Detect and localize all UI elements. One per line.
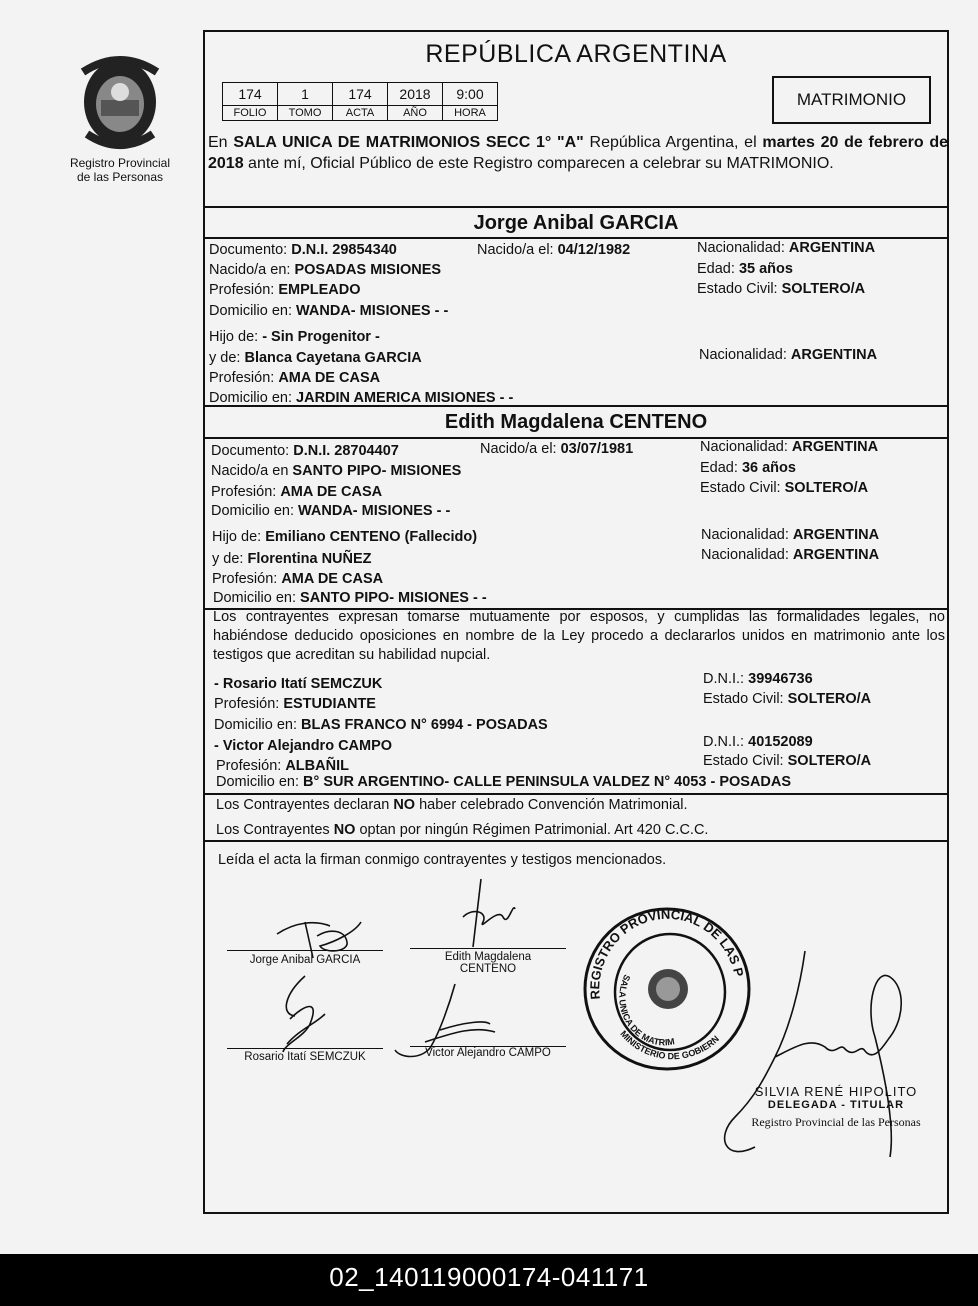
- divider: [205, 237, 947, 239]
- field-label: Documento:: [209, 242, 288, 258]
- field-value: ARGENTINA: [791, 439, 879, 455]
- spouse1-birthplace: [209, 262, 441, 279]
- registry-fields-table: [222, 82, 498, 121]
- spouse2-profession: [211, 484, 382, 501]
- witness1-civil-status: [703, 691, 871, 708]
- spouse1-birthdate: [477, 242, 630, 259]
- text: NO: [393, 797, 416, 813]
- field-value: AMA DE CASA: [281, 571, 384, 587]
- field-label: Documento:: [211, 443, 290, 459]
- witness2-civil-status: [703, 753, 871, 770]
- field-value: ARGENTINA: [788, 240, 876, 256]
- witness2-profession: [216, 758, 349, 775]
- spouse2-birthplace: [211, 463, 461, 480]
- label-line: Edith Magdalena: [444, 951, 532, 963]
- field-label: Nacionalidad:: [697, 240, 785, 256]
- field-value: Florentina NUÑEZ: [247, 551, 372, 567]
- divider: [205, 840, 947, 842]
- spouse2-document: [211, 443, 399, 460]
- field-label: y de:: [212, 551, 244, 567]
- field-value: POSADAS MISIONES: [294, 262, 442, 278]
- intro-text-3: ante mí, Oficial Público de este Registro comparecen a celebrar su MATRIMONIO.: [243, 155, 834, 172]
- field-label: Nacionalidad:: [701, 547, 789, 563]
- field-value: D.N.I. 28704407: [293, 443, 399, 459]
- field-label: Estado Civil:: [700, 480, 781, 496]
- divider: [205, 206, 947, 208]
- logo-caption-line2: de las Personas: [76, 170, 164, 184]
- field-label: Nacido/a en: [211, 463, 289, 479]
- field-label: Domicilio en:: [209, 303, 292, 319]
- witness1-signature-label: Rosario Itatí SEMCZUK: [244, 1051, 366, 1063]
- field-value: - Rosario Itatí SEMCZUK: [214, 676, 383, 692]
- witness1-dni: [703, 671, 813, 688]
- field-label: Nacido/a el:: [477, 242, 554, 258]
- text: optan por ningún Régimen Patrimonial. Art 420 C.C.C.: [355, 822, 709, 838]
- field-label: D.N.I.:: [703, 734, 745, 750]
- field-label: y de:: [209, 350, 241, 366]
- field-value: 36 años: [741, 460, 796, 476]
- field-label: Nacido/a el:: [480, 441, 557, 457]
- field-value: EMPLEADO: [278, 282, 361, 298]
- spouse2-address: [211, 503, 450, 520]
- field-label: Estado Civil:: [697, 281, 778, 297]
- spouse2-parent1: [212, 529, 477, 546]
- spouse2-parents-profession: [212, 571, 383, 588]
- document-title: REPÚBLICA ARGENTINA: [425, 40, 727, 68]
- field-label: Edad:: [700, 460, 738, 476]
- spouse2-age: [700, 460, 796, 477]
- field-value: WANDA- MISIONES - -: [296, 303, 449, 319]
- convention-line-1: [216, 797, 688, 814]
- field-value: ARGENTINA: [790, 347, 878, 363]
- spouse2-civil-status: [700, 480, 868, 497]
- witness2-dni: [703, 734, 813, 751]
- logo-caption-line1: Registro Provincial: [69, 156, 171, 170]
- anio-label: AÑO: [388, 106, 443, 121]
- spouse1-nationality: [697, 240, 875, 257]
- field-value: 03/07/1981: [560, 441, 634, 457]
- witness1-address: [214, 717, 548, 734]
- spouse1-document: [209, 242, 397, 259]
- witness2-address: [216, 774, 791, 791]
- field-value: SOLTERO/A: [781, 281, 866, 297]
- label-line: CENTENO: [459, 963, 517, 975]
- tomo-value: 1: [278, 83, 333, 106]
- field-value: ALBAÑIL: [285, 758, 349, 774]
- divider: [205, 405, 947, 407]
- intro-date: martes 20 de febrero de 2018: [208, 134, 949, 172]
- field-value: SANTO PIPO- MISIONES: [292, 463, 462, 479]
- witness1-profession: [214, 696, 376, 713]
- field-label: Estado Civil:: [703, 691, 784, 707]
- spouse2-parent2: [212, 551, 372, 568]
- field-value: 35 años: [738, 261, 793, 277]
- text: Los Contrayentes: [216, 822, 334, 838]
- field-value: - Sin Progenitor -: [262, 329, 380, 345]
- field-label: Profesión:: [212, 571, 278, 587]
- field-label: Nacionalidad:: [699, 347, 787, 363]
- anio-value: 2018: [388, 83, 443, 106]
- field-value: SOLTERO/A: [787, 753, 872, 769]
- field-label: Nacionalidad:: [700, 439, 788, 455]
- spouse2-parents-address: [213, 590, 487, 607]
- field-value: - Victor Alejandro CAMPO: [214, 738, 393, 754]
- field-value: D.N.I. 29854340: [291, 242, 397, 258]
- province-logo: [60, 52, 180, 184]
- intro-text-1: En: [208, 134, 234, 151]
- field-label: Nacionalidad:: [701, 527, 789, 543]
- logo-caption: [60, 156, 180, 184]
- declaration-paragraph: Los contrayentes expresan tomarse mutuamente por esposos, y cumplidas las formalidades legales, no habiéndose deducido oposiciones en nombre de la Ley procedo a declararlos unidos en matrimonio ante los testigos que acreditan su habilidad nupcial.: [213, 609, 945, 663]
- folio-label: FOLIO: [223, 106, 278, 121]
- spouse1-parent1: [209, 329, 380, 346]
- field-value: WANDA- MISIONES - -: [298, 503, 451, 519]
- spouse1-age: [697, 261, 793, 278]
- field-value: ARGENTINA: [792, 527, 880, 543]
- field-label: Profesión:: [216, 758, 282, 774]
- field-label: Profesión:: [209, 282, 275, 298]
- field-value: AMA DE CASA: [280, 484, 383, 500]
- field-value: SOLTERO/A: [787, 691, 872, 707]
- spouse2-nationality: [700, 439, 878, 456]
- closing-text: Leída el acta la firman conmigo contrayentes y testigos mencionados.: [218, 852, 667, 868]
- field-label: Domicilio en:: [214, 717, 297, 733]
- field-label: Domicilio en:: [209, 390, 292, 406]
- document-type-box: MATRIMONIO: [772, 76, 931, 124]
- field-label: Domicilio en:: [216, 774, 299, 790]
- text: NO: [333, 822, 356, 838]
- seal-bottom-text: MINISTERIO DE GOBIERN: [618, 1028, 721, 1062]
- field-label: Domicilio en:: [211, 503, 294, 519]
- seal-outer-text: REGISTRO PROVINCIAL DE LAS P: [587, 906, 747, 1001]
- field-value: B° SUR ARGENTINO- CALLE PENINSULA VALDEZ N° 4053 - POSADAS: [303, 774, 792, 790]
- field-value: SOLTERO/A: [784, 480, 869, 496]
- official-role: DELEGADA - TITULAR: [767, 1099, 905, 1111]
- divider: [205, 793, 947, 795]
- field-value: JARDIN AMERICA MISIONES - -: [296, 390, 514, 406]
- witness1-name: [214, 676, 382, 693]
- text: haber celebrado Convención Matrimonial.: [415, 797, 688, 813]
- field-value: SANTO PIPO- MISIONES - -: [300, 590, 487, 606]
- acta-label: ACTA: [333, 106, 388, 121]
- spouse2-parent2-nationality: [701, 547, 879, 564]
- spouse2-signature: [453, 877, 523, 957]
- field-label: Profesión:: [209, 370, 275, 386]
- field-label: Estado Civil:: [703, 753, 784, 769]
- hora-value: 9:00: [443, 83, 498, 106]
- text: Los Contrayentes declaran: [216, 797, 394, 813]
- field-label: Hijo de:: [209, 329, 259, 345]
- spouse2-birthdate: [480, 441, 633, 458]
- witness2-name: [214, 738, 392, 755]
- convention-line-2: [216, 822, 708, 839]
- seal-inner-text: SALA UNICA DE MATRIM: [617, 973, 676, 1048]
- field-value: ARGENTINA: [792, 547, 880, 563]
- spouse1-civil-status: [697, 281, 865, 298]
- spouse1-signature-label: Jorge Anibal GARCIA: [249, 954, 361, 966]
- intro-place: SALA UNICA DE MATRIMONIOS SECC 1° "A": [233, 134, 584, 151]
- spouse1-parent2: [209, 350, 422, 367]
- folio-value: 174: [223, 83, 278, 106]
- spouse1-parents-profession: [209, 370, 380, 387]
- official-office: Registro Provincial de las Personas: [751, 1115, 921, 1129]
- spouse1-name: Jorge Anibal GARCIA: [473, 212, 679, 234]
- field-value: 04/12/1982: [557, 242, 631, 258]
- field-label: Domicilio en:: [213, 590, 296, 606]
- intro-text-2: República Argentina, el: [583, 134, 763, 151]
- field-value: BLAS FRANCO N° 6994 - POSADAS: [301, 717, 548, 733]
- field-label: D.N.I.:: [703, 671, 745, 687]
- field-value: 39946736: [748, 671, 813, 687]
- field-label: Nacido/a en:: [209, 262, 291, 278]
- field-value: 40152089: [748, 734, 813, 750]
- field-value: Blanca Cayetana GARCIA: [244, 350, 422, 366]
- certificate-frame: [203, 30, 949, 1214]
- intro-paragraph: [208, 132, 948, 174]
- province-emblem-icon: [75, 52, 165, 150]
- tomo-label: TOMO: [278, 106, 333, 121]
- spouse1-parent2-nationality: [699, 347, 877, 364]
- spouse2-name: Edith Magdalena CENTENO: [444, 411, 708, 433]
- witness2-signature-label: Victor Alejandro CAMPO: [425, 1047, 551, 1059]
- official-name: SILVIA RENÉ HIPOLITO: [754, 1084, 918, 1099]
- field-label: Hijo de:: [212, 529, 262, 545]
- spouse1-signature: [275, 912, 365, 962]
- spouse1-address: [209, 303, 448, 320]
- hora-label: HORA: [443, 106, 498, 121]
- acta-value: 174: [333, 83, 388, 106]
- footer-document-code: 02_140119000174-041171: [329, 1262, 649, 1292]
- witness2-signature: [395, 982, 525, 1062]
- field-value: Emiliano CENTENO (Fallecido): [265, 529, 478, 545]
- spouse2-parent1-nationality: [701, 527, 879, 544]
- spouse1-profession: [209, 282, 361, 299]
- field-label: Profesión:: [214, 696, 280, 712]
- witness1-signature: [265, 974, 345, 1054]
- field-label: Profesión:: [211, 484, 277, 500]
- field-value: AMA DE CASA: [278, 370, 381, 386]
- field-label: Edad:: [697, 261, 735, 277]
- field-value: ESTUDIANTE: [283, 696, 376, 712]
